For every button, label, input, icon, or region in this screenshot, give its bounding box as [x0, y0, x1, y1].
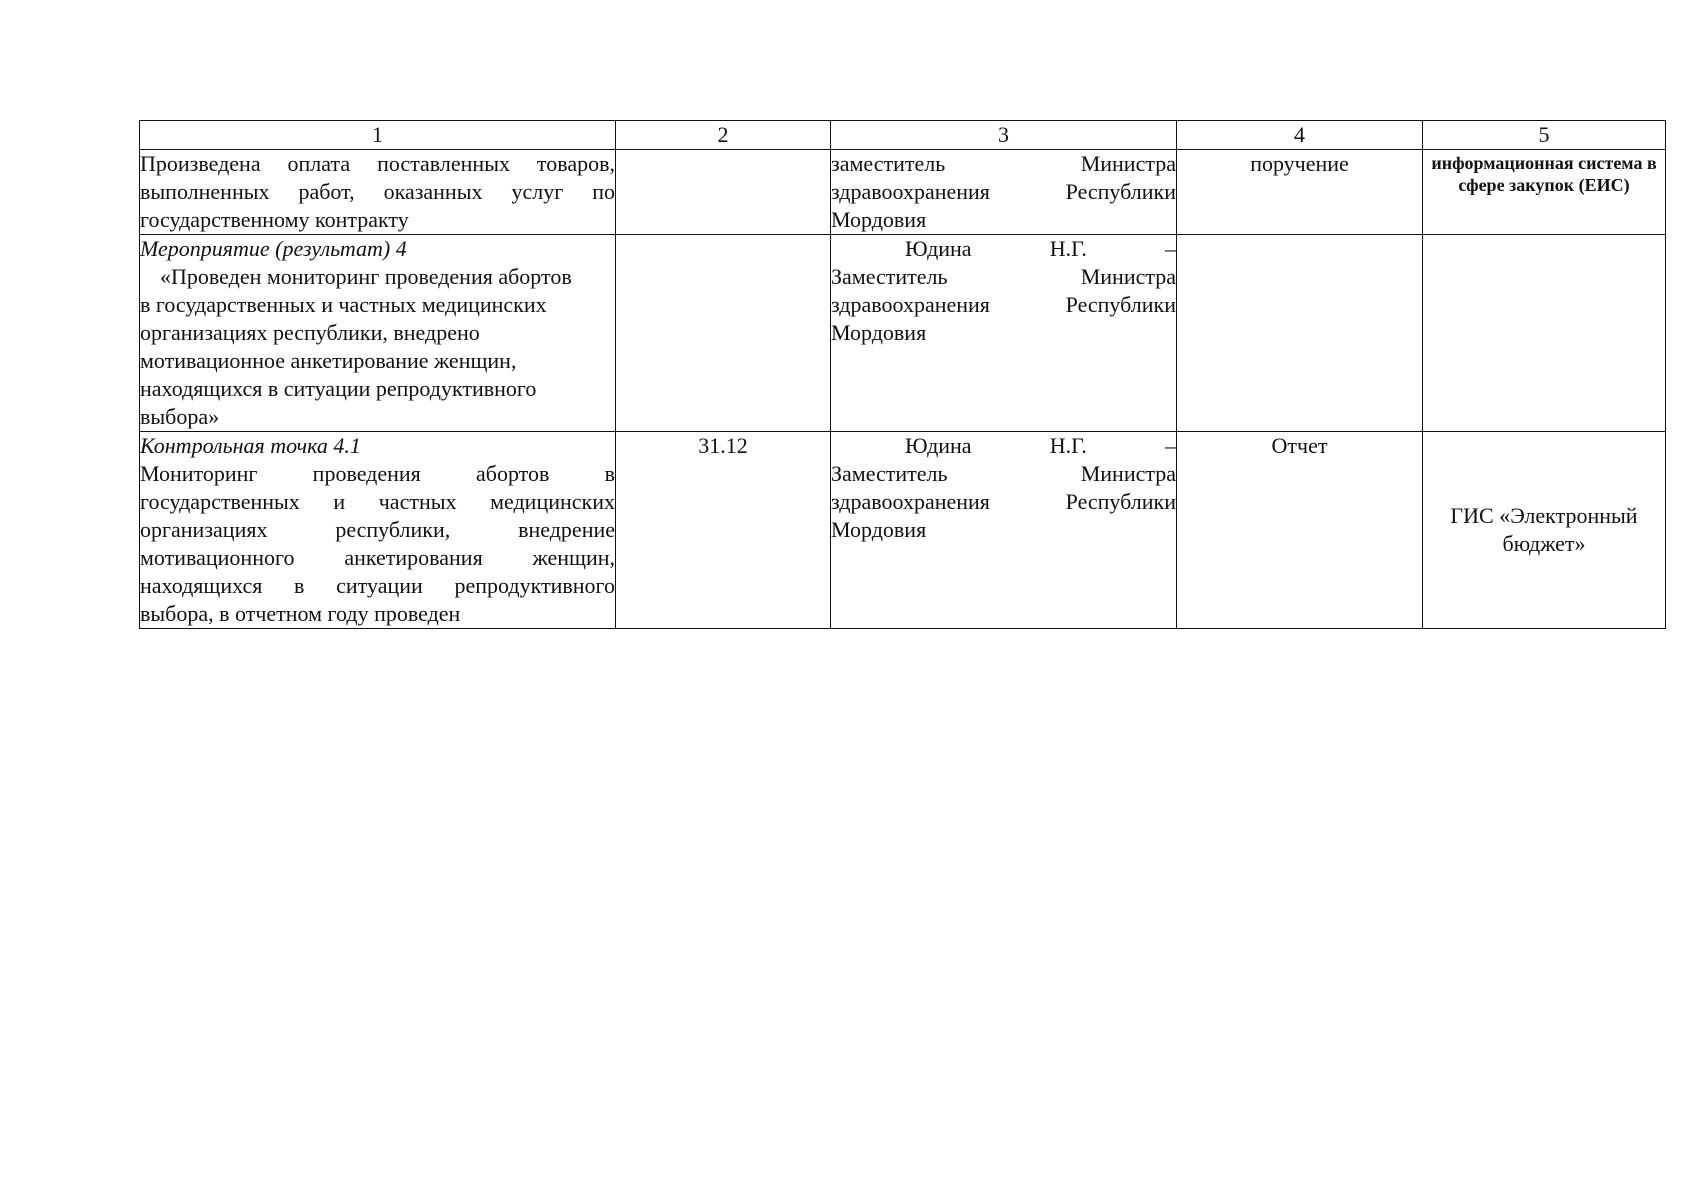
row2-event-title: Мероприятие (результат) 4 [140, 236, 407, 261]
row1-responsible-cell [831, 150, 1177, 235]
row2-responsible-line: Мордовия [831, 320, 927, 345]
header-cell-1: 1 [140, 121, 616, 150]
row3-responsible-line: Мордовия [831, 517, 927, 542]
row3-responsible-cell [831, 432, 1177, 629]
row2-description-line: «Проведен мониторинг проведения абортов [160, 264, 572, 289]
row2-description-line: находящихся в ситуации репродуктивного [140, 376, 537, 401]
row1-description-line: Произведена оплата поставленных товаров, [140, 151, 615, 176]
row1-description-line: государственному контракту [140, 207, 409, 232]
row3-description-line: государственных и частных медицинских [140, 489, 615, 514]
row1-description-line: выполненных работ, оказанных услуг по [140, 179, 615, 204]
row1-description-cell [140, 150, 616, 235]
row3-description-line: выбора, в отчетном году проведен [140, 601, 461, 626]
row3-checkpoint-title: Контрольная точка 4.1 [140, 433, 361, 458]
header-cell-2: 2 [616, 121, 831, 150]
row3-responsible-line: Юдина Н.Г. – [905, 433, 1176, 458]
header-cell-3: 3 [831, 121, 1177, 150]
row2-description-line: организациях республики, внедрено [140, 320, 480, 345]
row3-description-line: Мониторинг проведения абортов в [140, 461, 615, 486]
row2-description-line: в государственных и частных медицинских [140, 292, 547, 317]
row2-description-line: мотивационное анкетирование женщин, [140, 348, 517, 373]
row2-responsible-cell [831, 235, 1177, 432]
row3-info-system-cell: ГИС «Электронный бюджет» [1423, 432, 1666, 629]
row2-date-cell [616, 235, 831, 432]
row1-document-type-cell: поручение [1177, 150, 1423, 235]
row3-description-cell [140, 432, 616, 629]
table-header-row [140, 121, 1666, 150]
row2-responsible-line: Юдина Н.Г. – [905, 236, 1176, 261]
row2-description-line: выбора» [140, 404, 220, 429]
table-row [140, 432, 1666, 629]
row3-date-cell: 31.12 [616, 432, 831, 629]
row1-info-system-text: информационная система в сфере закупок (ЕИС) [1431, 153, 1657, 195]
row3-responsible-line: Заместитель Министра [831, 461, 1176, 486]
row2-document-type-cell [1177, 235, 1423, 432]
row2-responsible-line: здравоохранения Республики [831, 292, 1176, 317]
row3-description-line: организациях республики, внедрение [140, 517, 615, 542]
row1-responsible-line: заместитель Министра [831, 151, 1176, 176]
row3-document-type-cell: Отчет [1177, 432, 1423, 629]
row2-description-cell [140, 235, 616, 432]
document-table [139, 120, 1666, 629]
row3-responsible-line: здравоохранения Республики [831, 489, 1176, 514]
header-cell-4: 4 [1177, 121, 1423, 150]
row3-description-line: мотивационного анкетирования женщин, [140, 545, 615, 570]
row2-info-system-cell [1423, 235, 1666, 432]
row2-responsible-line: Заместитель Министра [831, 264, 1176, 289]
table-row [140, 150, 1666, 235]
row1-responsible-line: здравоохранения Республики [831, 179, 1176, 204]
row3-description-line: находящихся в ситуации репродуктивного [140, 573, 615, 598]
row1-info-system-cell [1423, 150, 1666, 235]
row1-responsible-line: Мордовия [831, 207, 927, 232]
table-row [140, 235, 1666, 432]
row1-date-cell [616, 150, 831, 235]
header-cell-5: 5 [1423, 121, 1666, 150]
